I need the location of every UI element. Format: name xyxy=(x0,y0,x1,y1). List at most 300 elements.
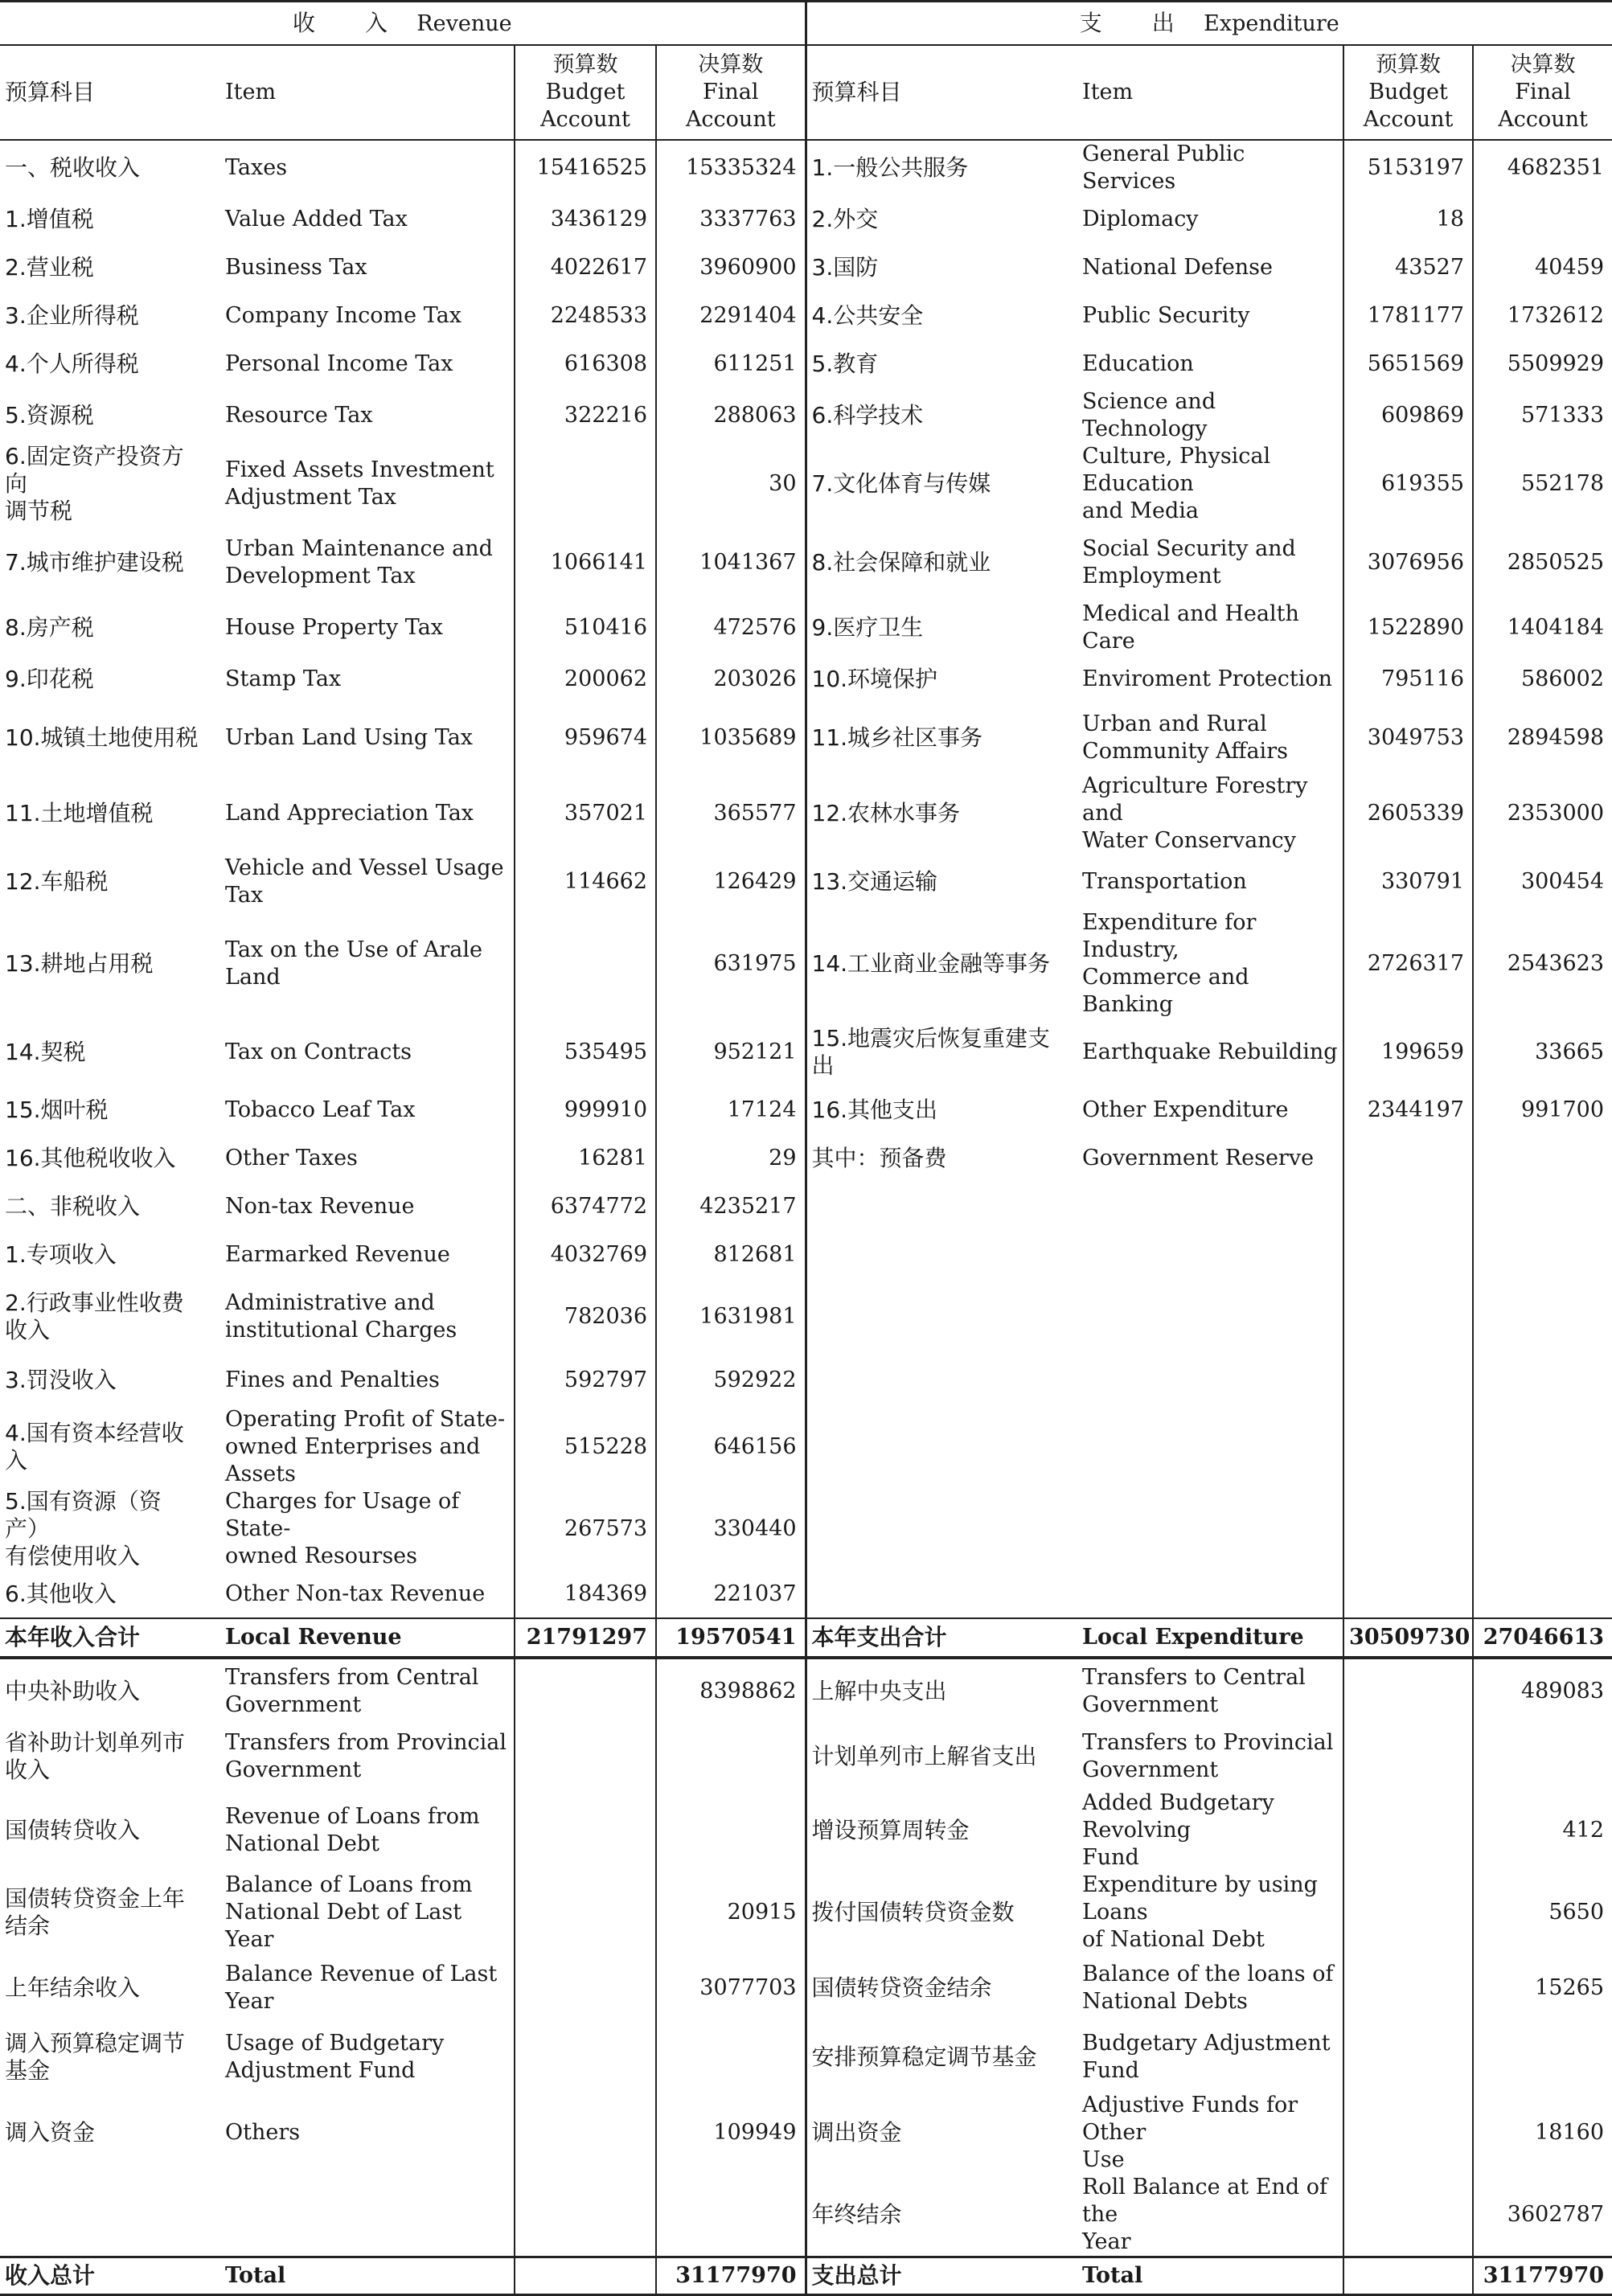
revenue-item-cell: Urban Maintenance and Development Tax xyxy=(225,536,493,588)
expenditure-budget-cell: 5153197 xyxy=(1343,140,1473,195)
expenditure-subject-cell: 8.社会保障和就业 xyxy=(806,525,1068,601)
revenue-final-cell: 203026 xyxy=(656,655,806,703)
expenditure-item-cell: Public Security xyxy=(1082,303,1250,328)
revenue-final-cell: 646156 xyxy=(656,1406,806,1488)
expenditure-item-cell: General Public Services xyxy=(1082,141,1245,194)
expenditure-subject-cell: 计划单列市上解省支出 xyxy=(806,1724,1068,1790)
table-row xyxy=(0,1231,1612,1279)
revenue-budget-cell: 357021 xyxy=(515,773,656,855)
revenue-item-cell xyxy=(211,2174,515,2257)
revenue-subject-cell: 14.契税 xyxy=(5,1039,86,1065)
expenditure-budget-cell xyxy=(1343,1134,1473,1183)
table-row xyxy=(0,1355,1612,1406)
revenue-budget-cell: 535495 xyxy=(515,1019,656,1086)
table-row xyxy=(0,1406,1612,1488)
revenue-budget-cell xyxy=(515,2023,656,2092)
revenue-total-final: 31177970 xyxy=(656,2257,806,2295)
expenditure-item-cell: Social Security and Employment xyxy=(1082,536,1296,588)
expenditure-subject-cell: 10.环境保护 xyxy=(806,655,1068,703)
revenue-subject-cell: 1.专项收入 xyxy=(5,1241,117,1268)
revenue-item-cell: Taxes xyxy=(225,155,288,180)
revenue-item-cell: Operating Profit of State- owned Enterprises and Assets xyxy=(225,1407,506,1486)
expenditure-budget-cell xyxy=(1343,2174,1473,2257)
revenue-final-cell: 126429 xyxy=(656,855,806,909)
table-row xyxy=(0,443,1612,525)
table-row xyxy=(0,1724,1612,1790)
expenditure-section-header xyxy=(806,2,1612,46)
table-row xyxy=(0,855,1612,909)
revenue-subject-cell: 二、非税收入 xyxy=(5,1193,141,1220)
expenditure-subject-cell: 7.文化体育与传媒 xyxy=(806,443,1068,525)
expenditure-item-cell xyxy=(1068,1488,1343,1570)
expenditure-final-cell: 1404184 xyxy=(1473,601,1612,655)
subtotal-rows xyxy=(0,1618,1612,1658)
revenue-item-cell: Tax on the Use of Arale Land xyxy=(225,937,482,990)
revenue-subtotal-en: Local Revenue xyxy=(211,1618,515,1658)
expenditure-total-budget xyxy=(1343,2257,1473,2295)
revenue-final-cell xyxy=(656,2023,806,2092)
expenditure-budget-cell: 3049753 xyxy=(1343,703,1473,773)
revenue-item-header: Item xyxy=(211,45,515,140)
revenue-subject-cell: 5.国有资源（资产） 有偿使用收入 xyxy=(5,1488,162,1569)
revenue-subject-cell: 4.个人所得税 xyxy=(5,351,139,377)
expenditure-item-cell: Budgetary Adjustment Fund xyxy=(1082,2031,1331,2083)
expenditure-item-cell: Culture, Physical Education and Media xyxy=(1082,444,1271,523)
expenditure-final-cell xyxy=(1473,1279,1612,1355)
revenue-subject-cell: 6.其他收入 xyxy=(5,1580,117,1607)
revenue-item-cell: Fines and Penalties xyxy=(225,1367,440,1392)
revenue-item-cell: Other Taxes xyxy=(225,1146,358,1171)
expenditure-item-cell: Medical and Health Care xyxy=(1082,601,1299,654)
revenue-final-cell: 611251 xyxy=(656,340,806,388)
revenue-final-header: 决算数 Final Account xyxy=(656,45,806,140)
revenue-final-cell: 17124 xyxy=(656,1086,806,1134)
expenditure-subject-cell: 1.一般公共服务 xyxy=(806,140,1068,195)
expenditure-final-cell xyxy=(1473,1488,1612,1570)
revenue-title-cn: 收 入 xyxy=(292,9,389,36)
revenue-subject-cell: 4.国有资本经营收入 xyxy=(5,1420,184,1474)
expenditure-subtotal-final: 27046613 xyxy=(1473,1618,1612,1658)
revenue-subject-cell: 3.企业所得税 xyxy=(5,302,139,329)
expenditure-budget-cell xyxy=(1343,1724,1473,1790)
revenue-item-cell: Business Tax xyxy=(225,255,367,280)
revenue-final-cell: 812681 xyxy=(656,1231,806,1279)
table-row xyxy=(0,909,1612,1019)
revenue-subject-cell: 上年结余收入 xyxy=(5,1974,141,2001)
expenditure-final-cell xyxy=(1473,1724,1612,1790)
expenditure-budget-cell xyxy=(1343,1872,1473,1954)
revenue-budget-cell: 184369 xyxy=(515,1570,656,1618)
expenditure-subject-cell: 拨付国债转贷资金数 xyxy=(806,1872,1068,1954)
table-row xyxy=(0,1279,1612,1355)
revenue-subject-cell: 3.罚没收入 xyxy=(5,1367,117,1393)
revenue-budget-cell: 2248533 xyxy=(515,292,656,340)
expenditure-title-en: Expenditure xyxy=(1204,10,1339,36)
expenditure-subject-cell: 6.科学技术 xyxy=(806,388,1068,443)
expenditure-item-cell: Other Expenditure xyxy=(1082,1097,1289,1122)
expenditure-total-cn: 支出总计 xyxy=(806,2257,1068,2295)
revenue-subject-cell: 11.土地增值税 xyxy=(5,800,154,826)
revenue-budget-cell xyxy=(515,1658,656,1724)
table-row xyxy=(0,1872,1612,1954)
revenue-item-cell: Transfers from Central Government xyxy=(225,1665,479,1717)
expenditure-budget-cell xyxy=(1343,1570,1473,1618)
table-row xyxy=(0,140,1612,195)
revenue-subject-cell: 15.烟叶税 xyxy=(5,1097,109,1123)
expenditure-subtotal-cn: 本年支出合计 xyxy=(806,1618,1068,1658)
expenditure-subject-cell: 13.交通运输 xyxy=(806,855,1068,909)
revenue-budget-cell: 114662 xyxy=(515,855,656,909)
revenue-budget-cell: 782036 xyxy=(515,1279,656,1355)
expenditure-final-cell: 300454 xyxy=(1473,855,1612,909)
expenditure-budget-cell: 1781177 xyxy=(1343,292,1473,340)
expenditure-budget-cell xyxy=(1343,1183,1473,1231)
table-row xyxy=(0,1570,1612,1618)
expenditure-subject-cell xyxy=(806,1406,1068,1488)
revenue-subject-cell: 16.其他税收收入 xyxy=(5,1145,176,1171)
expenditure-budget-cell: 330791 xyxy=(1343,855,1473,909)
revenue-final-cell: 8398862 xyxy=(656,1658,806,1724)
expenditure-budget-cell xyxy=(1343,1790,1473,1872)
expenditure-subject-cell xyxy=(806,1279,1068,1355)
expenditure-final-cell: 1732612 xyxy=(1473,292,1612,340)
expenditure-total-final: 31177970 xyxy=(1473,2257,1612,2295)
expenditure-budget-cell: 1522890 xyxy=(1343,601,1473,655)
expenditure-item-cell: Agriculture Forestry and Water Conservancy xyxy=(1082,773,1308,853)
revenue-final-cell: 631975 xyxy=(656,909,806,1019)
table-row xyxy=(0,292,1612,340)
expenditure-item-cell: Diplomacy xyxy=(1082,207,1199,232)
revenue-final-cell: 3337763 xyxy=(656,195,806,244)
expenditure-item-cell xyxy=(1068,1279,1343,1355)
table-row xyxy=(0,1488,1612,1570)
revenue-item-cell: Balance Revenue of Last Year xyxy=(225,1962,498,2014)
expenditure-subject-cell: 9.医疗卫生 xyxy=(806,601,1068,655)
expenditure-final-cell: 2543623 xyxy=(1473,909,1612,1019)
revenue-final-cell: 29 xyxy=(656,1134,806,1183)
revenue-item-cell: Usage of Budgetary Adjustment Fund xyxy=(225,2031,445,2083)
revenue-subject-cell xyxy=(0,2174,211,2257)
expenditure-budget-cell: 2605339 xyxy=(1343,773,1473,855)
revenue-subject-cell: 中央补助收入 xyxy=(5,1678,141,1704)
revenue-final-cell: 330440 xyxy=(656,1488,806,1570)
expenditure-item-cell: Enviroment Protection xyxy=(1082,666,1332,691)
revenue-final-cell: 2291404 xyxy=(656,292,806,340)
expenditure-item-cell: Balance of the loans of National Debts xyxy=(1082,1962,1334,2014)
revenue-final-cell: 365577 xyxy=(656,773,806,855)
expenditure-final-cell xyxy=(1473,1570,1612,1618)
revenue-item-cell: Resource Tax xyxy=(225,403,373,428)
expenditure-item-cell: Government Reserve xyxy=(1082,1146,1315,1171)
expenditure-final-cell: 15265 xyxy=(1473,1954,1612,2023)
revenue-budget-cell: 16281 xyxy=(515,1134,656,1183)
revenue-subject-header: 预算科目 xyxy=(0,45,211,140)
revenue-budget-cell: 4032769 xyxy=(515,1231,656,1279)
table-row xyxy=(0,1086,1612,1134)
expenditure-item-cell xyxy=(1068,1183,1343,1231)
revenue-item-cell: Urban Land Using Tax xyxy=(225,725,474,750)
revenue-budget-cell xyxy=(515,443,656,525)
revenue-budget-cell: 959674 xyxy=(515,703,656,773)
revenue-subtotal-cn: 本年收入合计 xyxy=(0,1618,211,1658)
expenditure-item-cell: Transportation xyxy=(1082,869,1247,894)
expenditure-subject-cell: 11.城乡社区事务 xyxy=(806,703,1068,773)
revenue-subject-cell: 7.城市维护建设税 xyxy=(5,549,184,576)
revenue-budget-cell xyxy=(515,909,656,1019)
expenditure-subject-cell xyxy=(806,1183,1068,1231)
revenue-subtotal-final: 19570541 xyxy=(656,1618,806,1658)
revenue-budget-header: 预算数 Budget Account xyxy=(515,45,656,140)
expenditure-budget-cell xyxy=(1343,1658,1473,1724)
revenue-budget-cell: 616308 xyxy=(515,340,656,388)
expenditure-final-cell xyxy=(1473,1355,1612,1406)
expenditure-final-cell: 3602787 xyxy=(1473,2174,1612,2257)
revenue-item-cell: Personal Income Tax xyxy=(225,351,453,376)
revenue-budget-cell xyxy=(515,1872,656,1954)
revenue-item-cell: Balance of Loans from National Debt of Last Year xyxy=(225,1872,473,1952)
revenue-subject-cell: 调入预算稳定调节 基金 xyxy=(5,2030,186,2084)
expenditure-final-cell: 991700 xyxy=(1473,1086,1612,1134)
revenue-budget-cell: 6374772 xyxy=(515,1183,656,1231)
table-row xyxy=(0,1134,1612,1183)
expenditure-subject-cell: 增设预算周转金 xyxy=(806,1790,1068,1872)
expenditure-budget-cell xyxy=(1343,1488,1473,1570)
expenditure-item-cell xyxy=(1068,1406,1343,1488)
revenue-item-cell: Other Non-tax Revenue xyxy=(225,1581,486,1606)
transfer-rows xyxy=(0,1658,1612,2257)
expenditure-budget-cell xyxy=(1343,2092,1473,2174)
revenue-final-cell xyxy=(656,2174,806,2257)
subtotal-row xyxy=(0,1618,1612,1658)
expenditure-subject-cell xyxy=(806,1231,1068,1279)
table-row xyxy=(0,773,1612,855)
expenditure-item-cell: Roll Balance at End of the Year xyxy=(1082,2175,1327,2254)
expenditure-final-cell xyxy=(1473,1231,1612,1279)
revenue-budget-cell: 15416525 xyxy=(515,140,656,195)
table-row xyxy=(0,1954,1612,2023)
revenue-final-cell: 221037 xyxy=(656,1570,806,1618)
expenditure-final-cell: 18160 xyxy=(1473,2092,1612,2174)
revenue-subject-cell: 8.房产税 xyxy=(5,614,94,641)
expenditure-item-header: Item xyxy=(1068,45,1343,140)
expenditure-subject-cell: 2.外交 xyxy=(806,195,1068,244)
revenue-budget-cell: 515228 xyxy=(515,1406,656,1488)
expenditure-subject-cell: 15.地震灾后恢复重建支出 xyxy=(806,1019,1068,1086)
expenditure-final-cell xyxy=(1473,1183,1612,1231)
expenditure-item-cell xyxy=(1068,1231,1343,1279)
expenditure-final-cell: 5509929 xyxy=(1473,340,1612,388)
revenue-item-cell: Value Added Tax xyxy=(225,207,408,232)
expenditure-final-cell: 4682351 xyxy=(1473,140,1612,195)
table-row xyxy=(0,340,1612,388)
column-header-row xyxy=(0,45,1612,140)
revenue-final-cell: 3077703 xyxy=(656,1954,806,2023)
revenue-total-cn: 收入总计 xyxy=(0,2257,211,2295)
revenue-subject-cell: 12.车船税 xyxy=(5,868,109,895)
revenue-subject-cell: 5.资源税 xyxy=(5,402,94,428)
expenditure-item-cell: Education xyxy=(1082,351,1194,376)
revenue-final-cell: 109949 xyxy=(656,2092,806,2174)
revenue-final-cell: 592922 xyxy=(656,1355,806,1406)
expenditure-final-cell: 2894598 xyxy=(1473,703,1612,773)
expenditure-budget-cell: 619355 xyxy=(1343,443,1473,525)
expenditure-subject-cell: 14.工业商业金融等事务 xyxy=(806,909,1068,1019)
revenue-final-cell: 4235217 xyxy=(656,1183,806,1231)
revenue-total-budget xyxy=(515,2257,656,2295)
revenue-budget-cell: 4022617 xyxy=(515,244,656,292)
expenditure-budget-cell: 43527 xyxy=(1343,244,1473,292)
revenue-budget-cell xyxy=(515,2092,656,2174)
expenditure-item-cell: Earthquake Rebuilding xyxy=(1082,1039,1338,1064)
revenue-final-cell: 1041367 xyxy=(656,525,806,601)
revenue-title-en: Revenue xyxy=(416,10,512,36)
expenditure-item-cell: Added Budgetary Revolving Fund xyxy=(1082,1790,1274,1870)
expenditure-budget-cell: 199659 xyxy=(1343,1019,1473,1086)
expenditure-budget-cell xyxy=(1343,1231,1473,1279)
expenditure-final-cell: 40459 xyxy=(1473,244,1612,292)
revenue-subject-cell: 国债转贷资金上年 结余 xyxy=(5,1885,186,1939)
revenue-budget-cell: 1066141 xyxy=(515,525,656,601)
expenditure-final-cell: 2850525 xyxy=(1473,525,1612,601)
table-row xyxy=(0,601,1612,655)
expenditure-subject-cell: 其中：预备费 xyxy=(806,1134,1068,1183)
expenditure-subject-cell xyxy=(806,1488,1068,1570)
expenditure-total-en: Total xyxy=(1068,2257,1343,2295)
expenditure-budget-cell xyxy=(1343,1279,1473,1355)
revenue-final-cell: 1631981 xyxy=(656,1279,806,1355)
revenue-subject-cell: 6.固定资产投资方向 调节税 xyxy=(5,443,184,524)
revenue-final-cell: 952121 xyxy=(656,1019,806,1086)
table-row xyxy=(0,1183,1612,1231)
expenditure-item-cell: Urban and Rural Community Affairs xyxy=(1082,711,1288,764)
table-row xyxy=(0,1019,1612,1086)
total-row xyxy=(0,2257,1612,2295)
revenue-section-header xyxy=(0,2,806,46)
revenue-final-cell: 288063 xyxy=(656,388,806,443)
expenditure-budget-cell xyxy=(1343,1355,1473,1406)
revenue-item-cell: Non-tax Revenue xyxy=(225,1194,415,1219)
revenue-final-cell: 3960900 xyxy=(656,244,806,292)
total-rows xyxy=(0,2257,1612,2295)
expenditure-budget-cell: 2344197 xyxy=(1343,1086,1473,1134)
revenue-item-cell: House Property Tax xyxy=(225,615,444,640)
revenue-subject-cell: 10.城镇土地使用税 xyxy=(5,724,199,751)
table-row xyxy=(0,1790,1612,1872)
revenue-subject-cell: 调入资金 xyxy=(5,2119,96,2146)
expenditure-subtotal-en: Local Expenditure xyxy=(1068,1618,1343,1658)
revenue-budget-cell xyxy=(515,1724,656,1790)
expenditure-final-cell: 552178 xyxy=(1473,443,1612,525)
expenditure-final-cell: 571333 xyxy=(1473,388,1612,443)
revenue-budget-cell: 322216 xyxy=(515,388,656,443)
revenue-final-cell xyxy=(656,1790,806,1872)
table-row xyxy=(0,2023,1612,2092)
revenue-budget-cell: 592797 xyxy=(515,1355,656,1406)
table-row xyxy=(0,195,1612,244)
expenditure-subtotal-budget: 30509730 xyxy=(1343,1618,1473,1658)
expenditure-final-cell xyxy=(1473,195,1612,244)
expenditure-item-cell: Adjustive Funds for Other Use xyxy=(1082,2093,1298,2172)
revenue-item-cell: Company Income Tax xyxy=(225,303,461,328)
revenue-budget-cell: 200062 xyxy=(515,655,656,703)
expenditure-final-cell: 489083 xyxy=(1473,1658,1612,1724)
expenditure-item-cell: Transfers to Provincial Government xyxy=(1082,1730,1334,1782)
expenditure-final-cell xyxy=(1473,1406,1612,1488)
expenditure-final-cell: 412 xyxy=(1473,1790,1612,1872)
revenue-subject-cell: 省补助计划单列市 收入 xyxy=(5,1729,186,1783)
revenue-item-cell: Others xyxy=(225,2120,301,2145)
expenditure-budget-cell xyxy=(1343,1406,1473,1488)
revenue-budget-cell xyxy=(515,2174,656,2257)
revenue-item-cell: Earmarked Revenue xyxy=(225,1242,450,1267)
revenue-item-cell: Tobacco Leaf Tax xyxy=(225,1097,416,1122)
table-row xyxy=(0,388,1612,443)
revenue-item-cell: Fixed Assets Investment Adjustment Tax xyxy=(225,457,494,510)
revenue-subject-cell: 9.印花税 xyxy=(5,666,94,692)
revenue-item-cell: Charges for Usage of State- owned Resourses xyxy=(225,1489,460,1568)
expenditure-title-cn: 支 出 xyxy=(1079,9,1176,36)
revenue-budget-cell: 999910 xyxy=(515,1086,656,1134)
expenditure-subject-cell: 安排预算稳定调节基金 xyxy=(806,2023,1068,2092)
expenditure-subject-cell: 调出资金 xyxy=(806,2092,1068,2174)
expenditure-item-cell xyxy=(1068,1355,1343,1406)
expenditure-final-cell xyxy=(1473,1134,1612,1183)
expenditure-subject-cell xyxy=(806,1355,1068,1406)
revenue-item-cell: Land Appreciation Tax xyxy=(225,801,474,826)
revenue-budget-cell: 3436129 xyxy=(515,195,656,244)
expenditure-subject-cell: 上解中央支出 xyxy=(806,1658,1068,1724)
expenditure-subject-cell: 国债转贷资金结余 xyxy=(806,1954,1068,2023)
revenue-subject-cell: 一、税收收入 xyxy=(5,154,141,181)
expenditure-item-cell xyxy=(1068,1570,1343,1618)
expenditure-final-cell: 33665 xyxy=(1473,1019,1612,1086)
revenue-final-cell: 1035689 xyxy=(656,703,806,773)
expenditure-budget-cell: 3076956 xyxy=(1343,525,1473,601)
expenditure-budget-cell: 609869 xyxy=(1343,388,1473,443)
expenditure-budget-header: 预算数 Budget Account xyxy=(1343,45,1473,140)
expenditure-subject-cell: 年终结余 xyxy=(806,2174,1068,2257)
table-row xyxy=(0,244,1612,292)
expenditure-item-cell: Expenditure by using Loans of National Debt xyxy=(1082,1872,1318,1952)
revenue-item-cell: Tax on Contracts xyxy=(225,1039,412,1064)
expenditure-budget-cell: 2726317 xyxy=(1343,909,1473,1019)
table-row xyxy=(0,2174,1612,2257)
expenditure-budget-cell: 18 xyxy=(1343,195,1473,244)
revenue-budget-cell xyxy=(515,1790,656,1872)
expenditure-item-cell: Expenditure for Industry, Commerce and Banking xyxy=(1082,910,1257,1017)
expenditure-item-cell: Science and Technology xyxy=(1082,389,1216,441)
revenue-subject-cell: 2.营业税 xyxy=(5,254,94,281)
expenditure-final-cell: 2353000 xyxy=(1473,773,1612,855)
expenditure-subject-cell: 5.教育 xyxy=(806,340,1068,388)
revenue-subtotal-budget: 21791297 xyxy=(515,1618,656,1658)
revenue-budget-cell: 510416 xyxy=(515,601,656,655)
revenue-final-cell: 15335324 xyxy=(656,140,806,195)
revenue-final-cell: 20915 xyxy=(656,1872,806,1954)
expenditure-item-cell: Transfers to Central Government xyxy=(1082,1665,1306,1717)
main-rows xyxy=(0,140,1612,1618)
expenditure-item-cell: National Defense xyxy=(1082,255,1274,280)
table-row xyxy=(0,703,1612,773)
expenditure-final-cell xyxy=(1473,2023,1612,2092)
expenditure-final-cell: 5650 xyxy=(1473,1872,1612,1954)
revenue-item-cell: Stamp Tax xyxy=(225,666,342,691)
expenditure-subject-cell: 4.公共安全 xyxy=(806,292,1068,340)
expenditure-subject-cell xyxy=(806,1570,1068,1618)
expenditure-budget-cell xyxy=(1343,2023,1473,2092)
table-row xyxy=(0,655,1612,703)
revenue-final-cell: 472576 xyxy=(656,601,806,655)
